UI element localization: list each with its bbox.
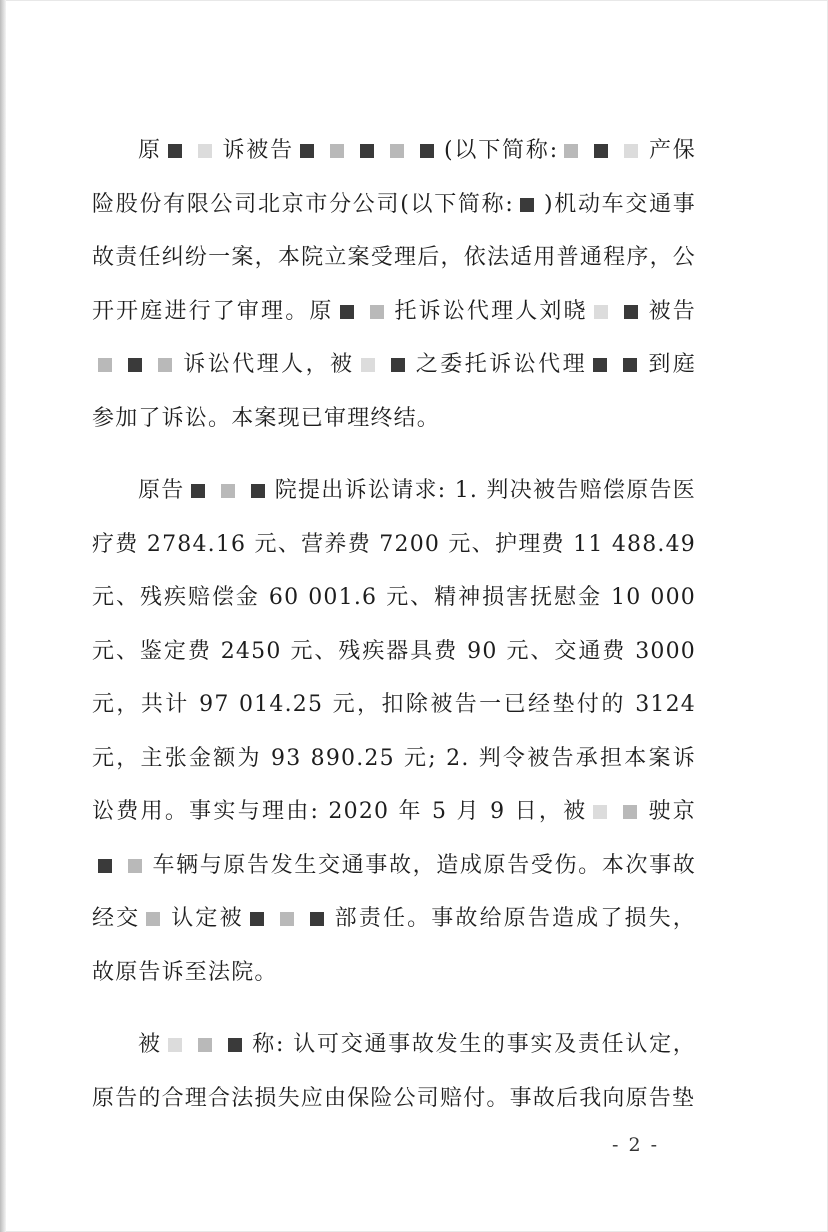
text-segment: 产保险股份有限公司北京市分公司(以下简称: [92,138,697,217]
redaction-mask [146,912,160,926]
redaction-mask [168,1038,182,1052]
redaction-mask [594,144,608,158]
text-segment: 被告 [647,298,696,324]
redaction-mask [191,484,205,498]
text-segment: 诉讼代理人，被 [182,352,355,377]
redaction-mask [361,358,375,372]
redaction-mask [593,805,607,819]
redaction-mask [198,144,212,158]
redaction-mask [624,305,638,319]
paragraph-parties [92,124,696,445]
redaction-mask [564,144,578,158]
redaction-mask [330,144,344,158]
redaction-mask [300,144,314,158]
text-segment: 院提出诉讼请求: 1. 判决被告赔偿原告医疗费 2784.16 元、营养费 7200 元、护理费 11 488.49 元、残疾赔偿金 60 001.6 元、精神损害抚慰金 10 000 元、鉴定费 2450 元、残疾器具费 90 元、交通费 3000 元，共计 97 014.25 元，扣除被告一已经垫付的 3124 元，主张金额为 93 890.25 元; 2. 判令被告承担本案诉讼费用。事实与理由: 2020 年 5 月 9 日，被 [92,478,696,824]
paragraph-defense [92,1018,696,1125]
redaction-mask [624,144,638,158]
redaction-mask [228,1038,242,1052]
redaction-mask [623,358,637,372]
text-segment: 到庭参加了诉讼。本案现已审理终结。 [92,352,696,431]
redaction-mask [128,358,142,372]
paragraph-claims [92,464,696,999]
redaction-mask [360,144,374,158]
redaction-mask [593,358,607,372]
redaction-mask [221,484,235,498]
redaction-mask [251,484,265,498]
text-segment: 诉被告 [221,138,294,163]
text-segment: 托诉讼代理人刘晓 [393,298,588,324]
redaction-mask [391,358,405,372]
redaction-mask [370,305,384,319]
text-segment: 认定被 [170,906,244,931]
text-segment: 称: 认可交通事故发生的事实及责任认定，原告的合理合法损失应由保险公司赔付。事故后我向原告垫 [92,1032,696,1111]
redaction-mask [520,198,534,212]
redaction-mask [623,805,637,819]
redaction-mask [198,1038,212,1052]
text-segment: 之委托诉讼代理 [414,352,588,377]
redaction-mask [594,305,608,319]
redaction-mask [340,305,354,319]
document-body [92,124,696,1125]
text-segment: 部责任。事故给原告造成了损失，故原告诉至法院。 [92,906,696,985]
redaction-mask [280,912,294,926]
redaction-mask [250,912,264,926]
text-segment: 被 [138,1032,162,1057]
redaction-mask [128,859,142,873]
redaction-mask [98,358,112,372]
redaction-mask [420,144,434,158]
text-segment: 原告 [138,478,185,503]
redaction-mask [168,144,182,158]
text-segment: 原 [138,138,162,163]
text-segment: 驶京 [647,799,696,824]
page-shadow-edge [0,0,6,1232]
text-segment: 车辆与原告发生交通事故，造成原告受伤。本次事故经交 [92,852,696,931]
text-segment: )机动车交通事故责任纠纷一案，本院立案受理后，依法适用普通程序，公开开庭进行了审理。原 [92,191,697,324]
redaction-mask [158,358,172,372]
redaction-mask [310,912,324,926]
text-segment: (以下简称: [443,138,559,163]
redaction-mask [98,859,112,873]
redaction-mask [390,144,404,158]
page-number: - 2 - [612,1134,660,1156]
